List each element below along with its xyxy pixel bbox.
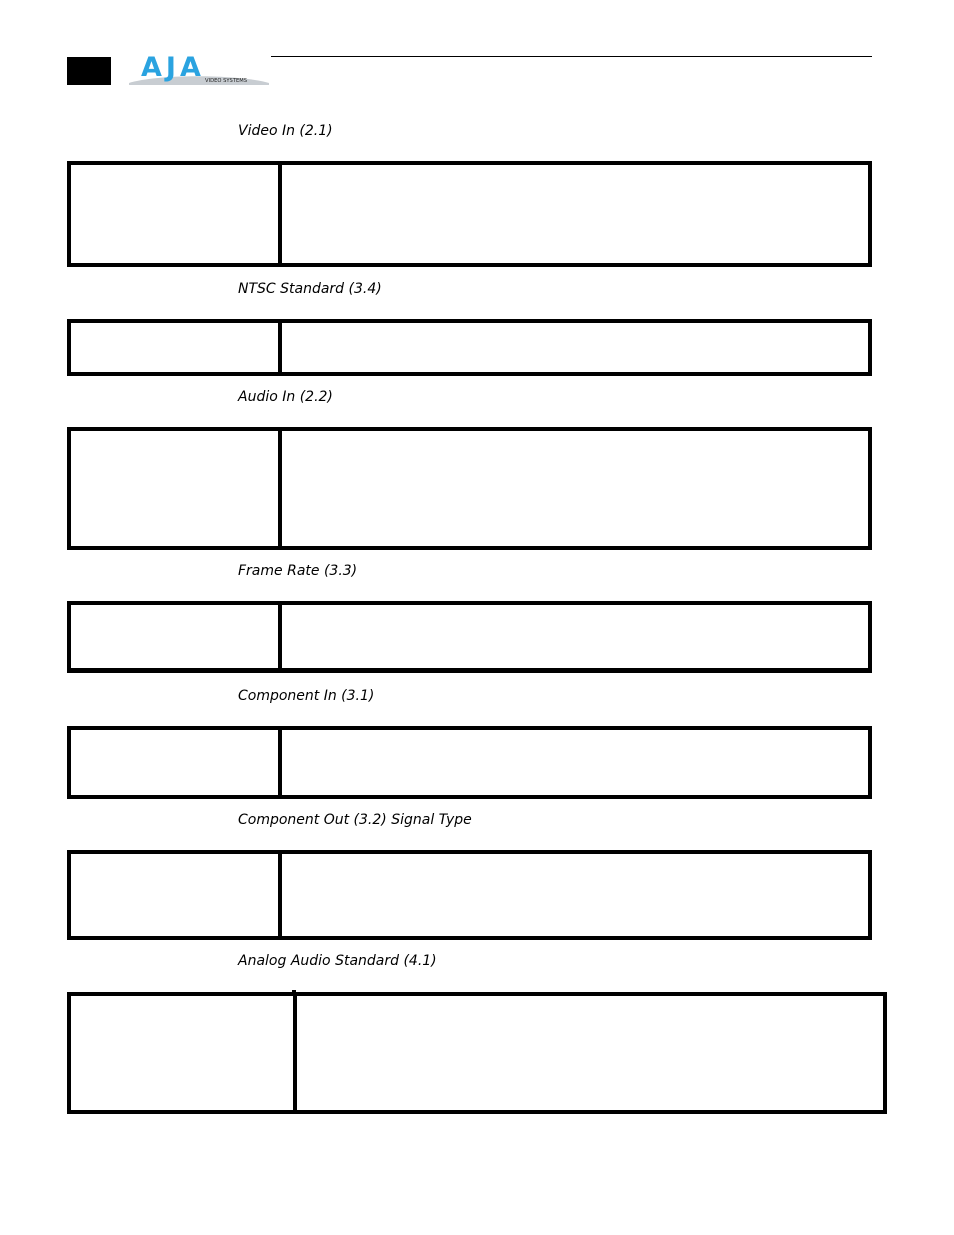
section-label-analog-audio-standard: Analog Audio Standard (4.1) bbox=[238, 953, 437, 969]
table-column-divider bbox=[278, 605, 282, 668]
section-label-video-in: Video In (2.1) bbox=[238, 123, 333, 139]
table-column-divider bbox=[278, 165, 282, 263]
section-label-component-in: Component In (3.1) bbox=[238, 688, 375, 704]
table-component-in bbox=[67, 726, 872, 799]
logo-subtext: VIDEO SYSTEMS bbox=[205, 78, 248, 84]
section-label-audio-in: Audio In (2.2) bbox=[238, 389, 333, 405]
table-audio-in bbox=[67, 427, 872, 550]
table-ntsc-standard bbox=[67, 319, 872, 376]
section-rule bbox=[67, 671, 872, 673]
table-column-divider bbox=[278, 323, 282, 372]
section-label-frame-rate: Frame Rate (3.3) bbox=[238, 563, 358, 579]
section-label-ntsc-standard: NTSC Standard (3.4) bbox=[238, 281, 382, 297]
table-component-out bbox=[67, 850, 872, 940]
table-column-divider bbox=[293, 996, 297, 1110]
header-rule bbox=[271, 56, 872, 57]
table-analog-audio-standard bbox=[67, 992, 887, 1114]
logo-wordmark: AJA bbox=[141, 52, 205, 83]
section-label-component-out: Component Out (3.2) Signal Type bbox=[238, 812, 472, 828]
table-video-in bbox=[67, 161, 872, 267]
page-number-tab bbox=[67, 57, 111, 85]
table-column-divider bbox=[278, 730, 282, 795]
table-column-divider bbox=[278, 431, 282, 546]
table-frame-rate bbox=[67, 601, 872, 672]
table-column-divider bbox=[278, 854, 282, 936]
aja-logo bbox=[127, 50, 271, 86]
